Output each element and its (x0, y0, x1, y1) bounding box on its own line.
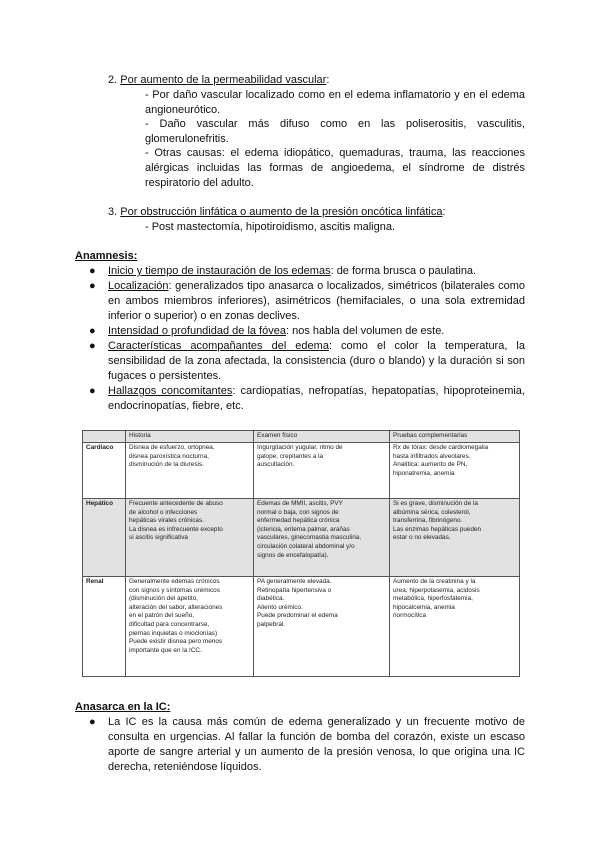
table-header-row (83, 431, 520, 443)
differential-table (82, 430, 520, 677)
cell-line: albúmina sérica, colesterol, (393, 508, 471, 516)
list-title: Por aumento de la permeabilidad vascular (120, 74, 327, 86)
sub-item: - Daño vascular más difuso como en las poliserositis, vasculitis, glomerulonefritis. (145, 118, 525, 145)
list-item (75, 339, 525, 384)
cell-line: Puede predominar el edema (257, 612, 338, 620)
table-cell (390, 443, 520, 499)
cell-line: transferrina, fibrinógeno. (393, 517, 463, 525)
bullet-icon: ● (89, 325, 96, 337)
cell-line: diabética. (257, 595, 285, 603)
cell-line: La disnea es infrecuente excepto (129, 525, 223, 533)
cell-line: Disnea de esfuerzo, ortopnea, (129, 444, 215, 451)
table-row (83, 577, 520, 677)
table-row (83, 499, 520, 577)
bullet-label: Hallazgos concomitantes (108, 385, 233, 397)
list-number: 2. (108, 74, 118, 86)
bullet-icon: ● (89, 340, 96, 352)
cell-line: Frecuente antecedente de abuso (129, 500, 223, 507)
bullet-icon: ● (89, 385, 96, 397)
cell-line: palpebral. (257, 620, 286, 628)
sub-item: - Otras causas: el edema idiopático, quemaduras, trauma, las reacciones alérgicas incluidas las formas de angioedema, el síndrome de distrés respiratorio del adulto. (145, 147, 525, 189)
cell-line: Rx de tórax: desde cardiomegalia (393, 444, 489, 451)
list-item (75, 384, 525, 414)
cell-line: alteración del sabor, alteraciones (129, 603, 223, 611)
list-item (75, 324, 525, 339)
table-cell (254, 443, 390, 499)
cell-line: con signos y síntomas urémicos (129, 586, 220, 594)
table-cell (254, 577, 390, 677)
table-body (83, 443, 520, 677)
list-number: 3. (108, 206, 118, 218)
table-header-cell (83, 431, 126, 443)
cell-line: Aumento de la creatinina y la (393, 578, 476, 585)
cell-line: piernas inquietas o mioclonías) (129, 629, 218, 637)
cell-line: PA generalmente elevada. (257, 578, 332, 585)
bullet-icon: ● (89, 716, 96, 728)
bullet-icon: ● (89, 265, 96, 277)
list-title: Por obstrucción linfática o aumento de la presión oncótica linfática (120, 206, 443, 218)
cell-line: urea, hiperpotasemia, acidosis (393, 586, 480, 594)
bullet-label: Características acompañantes del edema (108, 340, 329, 352)
anasarca-list (75, 715, 525, 775)
bullet-text: : generalizados tipo anasarca o localizados, simétricos (bilaterales como en ambos miembros inferiores), asimétricos (hemifaciales, o una sola extremidad inferior o superior) o en zonas declives. (108, 280, 525, 322)
cell-line: metabólica, hiperfosfatemia, (393, 595, 473, 603)
cell-line: Analítica: aumento de PN, (393, 461, 468, 469)
cell-line: de alcohol o infecciones (129, 508, 198, 516)
bullet-text: La IC es la causa más común de edema generalizado y un frecuente motivo de consulta en urgencias. Al fallar la función de bomba del corazón, existe un escaso aporte de sangre arterial y un aumento de la presión venosa, lo que origina una IC derecha, reteniéndose líquidos. (108, 716, 525, 773)
table-header-cell: Historia (126, 431, 254, 443)
cell-line: Las enzimas hepáticas pueden (393, 525, 482, 533)
cell-line: si ascitis significativa (129, 534, 188, 542)
cell-line: Puede existir disnea pero menos (129, 638, 223, 646)
cell-line: hipocalcemia, anemia (393, 603, 455, 611)
bullet-text: : como el color la temperatura, la sensibilidad de la zona afectada, la consistencia (duro o blando) y la duración si son fugaces o persistentes. (108, 340, 525, 382)
cell-line: (disminución del apetito, (129, 595, 198, 603)
row-header-cell: Hepático (83, 499, 126, 577)
cell-line: dificultad para concentrarse, (129, 620, 210, 628)
cell-line: en el patrón del sueño, (129, 612, 195, 620)
table-header-cell: Pruebas complementarias (390, 431, 520, 443)
cell-line: signos de encefalopatía). (257, 551, 329, 559)
cell-line: (ictericia, eritema palmar, arañas (257, 525, 350, 533)
bullet-label: Intensidad o profundidad de la fóvea (108, 325, 286, 337)
table-cell (390, 499, 520, 577)
bullet-label: Localización (108, 280, 169, 292)
anasarca-heading: Anasarca en la IC: (75, 701, 171, 713)
bullet-text: : cardiopatías, nefropatías, hepatopatías, hipoproteinemia, endocrinopatías, fiebre, etc. (108, 385, 525, 412)
list-item (75, 279, 525, 324)
list-colon: : (442, 206, 446, 218)
table-cell (254, 499, 390, 577)
cell-line: Edemas de MMII, ascitis, PVY (257, 500, 343, 507)
cell-line: Retinopatía hipertensiva o (257, 586, 332, 594)
cell-line: hasta infiltrados alveolares. (393, 452, 471, 460)
bullet-label: Inicio y tiempo de instauración de los edemas (108, 265, 331, 277)
table-cell (126, 499, 254, 577)
sub-item: - Post mastectomía, hipotiroidismo, ascitis maligna. (145, 221, 396, 233)
table-cell (126, 577, 254, 677)
list-item (75, 264, 525, 279)
cell-line: auscultación. (257, 461, 295, 469)
cell-line: Aliento urémico. (257, 603, 303, 611)
cell-line: circulación colateral abdominal y/o (257, 542, 355, 550)
table-cell (390, 577, 520, 677)
cell-line: galope, crepitantes a la (257, 452, 324, 460)
cell-line: importante que en la ICC. (129, 646, 202, 654)
cell-line: estar o no elevadas. (393, 534, 451, 542)
row-header-cell: Cardiaco (83, 443, 126, 499)
row-header-cell: Renal (83, 577, 126, 677)
cell-line: Generalmente edemas crónicos (129, 578, 220, 585)
bullet-text: : nos habla del volumen de este. (285, 325, 445, 337)
anamnesis-list (75, 264, 525, 414)
cell-line: Si es grave, disminución de la (393, 500, 478, 507)
cell-line: enfermedad hepática crónica (257, 517, 340, 525)
cell-line: normal o baja, con signos de (257, 508, 339, 516)
bullet-icon: ● (89, 280, 96, 292)
cell-line: normocítica (393, 612, 427, 620)
cell-line: hiponatremia, anemia (393, 469, 455, 477)
anamnesis-heading: Anamnesis: (75, 250, 138, 262)
list-colon: : (326, 74, 330, 86)
list-item-3 (108, 205, 446, 220)
list-item (75, 715, 525, 775)
table-cell (126, 443, 254, 499)
cell-line: hepáticas virales crónicas. (129, 517, 204, 525)
list-item-2 (108, 73, 329, 88)
cell-line: vasculares, ginecomastia masculina, (257, 534, 362, 542)
cell-line: Ingurgitación yugular, ritmo de (257, 444, 343, 451)
cell-line: disnea paroxística nocturna, (129, 452, 209, 460)
table-row (83, 443, 520, 499)
cell-line: disminución de la diuresis. (129, 461, 204, 469)
table-header-cell: Examen físico (254, 431, 390, 443)
sub-item: - Por daño vascular localizado como en el edema inflamatorio y en el edema angioneurótico. (145, 89, 525, 116)
bullet-text: : de forma brusca o paulatina. (330, 265, 477, 277)
